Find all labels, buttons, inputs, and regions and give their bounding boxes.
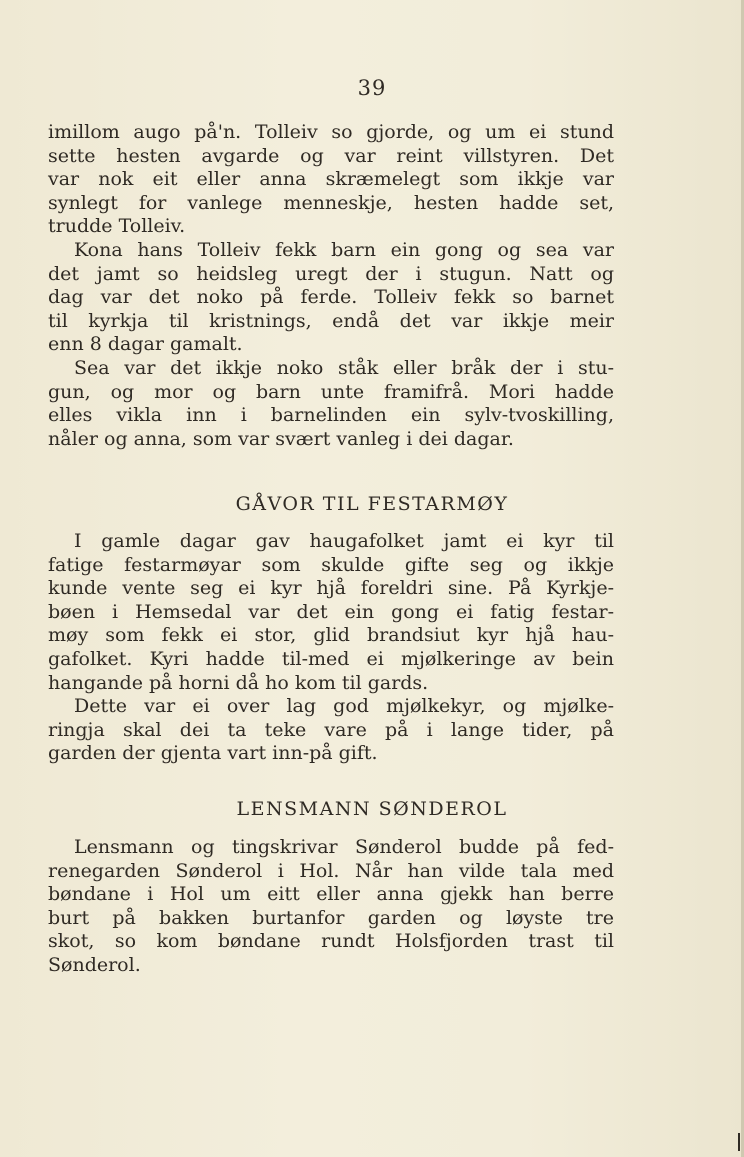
text-line: til kyrkja til kristnings, endå det var ikkje meir xyxy=(48,309,614,332)
text-line: trudde Tolleiv. xyxy=(48,215,186,238)
text-line: synlegt for vanlege menneskje, hesten hadde set, xyxy=(48,191,614,214)
text-line: møy som fekk ei stor, glid brandsiut kyr hjå hau- xyxy=(48,624,614,647)
text-line: skot, so kom bøndane rundt Holsfjorden trast til xyxy=(48,930,614,953)
text-line: elles vikla inn i barnelinden ein sylv-tvoskilling, xyxy=(48,404,614,427)
text-line: kunde vente seg ei kyr hjå foreldri sine. På Kyrkje- xyxy=(48,577,614,600)
text-line: Kona hans Tolleiv fekk barn ein gong og sea var xyxy=(74,238,614,261)
page-number: 39 xyxy=(357,76,387,100)
text-line: bøndane i Hol um eitt eller anna gjekk han berre xyxy=(48,883,614,906)
text-line: sette hesten avgarde og var reint villstyren. Det xyxy=(48,144,614,167)
paragraph-block-1 xyxy=(48,121,614,451)
section-heading-festarmoy: GÅVOR TIL FESTARMØY xyxy=(235,493,509,515)
text-line: gafolket. Kyri hadde til-med ei mjølkeringe av bein xyxy=(48,647,614,670)
text-line: fatige festarmøyar som skulde gifte seg og ikkje xyxy=(48,553,614,576)
text-line: gun, og mor og barn unte framifrå. Mori hadde xyxy=(48,380,614,403)
section-heading-lensmann: LENSMANN SØNDEROL xyxy=(236,798,508,820)
text-line: det jamt so heidsleg uregt der i stugun. Natt og xyxy=(48,262,614,285)
text-line: nåler og anna, som var svært vanleg i dei dagar. xyxy=(48,427,514,450)
text-line: Lensmann og tingskrivar Sønderol budde på fed- xyxy=(74,836,614,858)
text-line: bøen i Hemsedal var det ein gong ei fatig festar- xyxy=(48,600,614,623)
text-line: dag var det noko på ferde. Tolleiv fekk so barnet xyxy=(48,286,614,309)
paragraph-block-2 xyxy=(48,530,614,766)
text-line: burt på bakken burtanfor garden og løyste tre xyxy=(48,906,614,929)
text-line: Sea var det ikkje noko ståk eller bråk der i stu- xyxy=(74,356,614,379)
text-line: Dette var ei over lag god mjølkekyr, og mjølke- xyxy=(74,695,614,718)
text-line: I gamle dagar gav haugafolket jamt ei kyr til xyxy=(74,530,614,552)
paragraph-block-3 xyxy=(48,836,614,978)
text-line: garden der gjenta vart inn-på gift. xyxy=(48,742,378,765)
text-line: enn 8 dagar gamalt. xyxy=(48,333,243,356)
text-line: renegarden Sønderol i Hol. Når han vilde tala med xyxy=(48,859,614,882)
text-line: Sønderol. xyxy=(48,953,141,976)
text-line: var nok eit eller anna skræmelegt som ikkje var xyxy=(48,168,614,191)
text-line: ringja skal dei ta teke vare på i lange tider, på xyxy=(48,718,614,741)
text-line: imillom augo på'n. Tolleiv so gjorde, og um ei stund xyxy=(48,121,614,143)
text-line: hangande på horni då ho kom til gards. xyxy=(48,671,429,694)
scan-mark xyxy=(738,1133,740,1151)
